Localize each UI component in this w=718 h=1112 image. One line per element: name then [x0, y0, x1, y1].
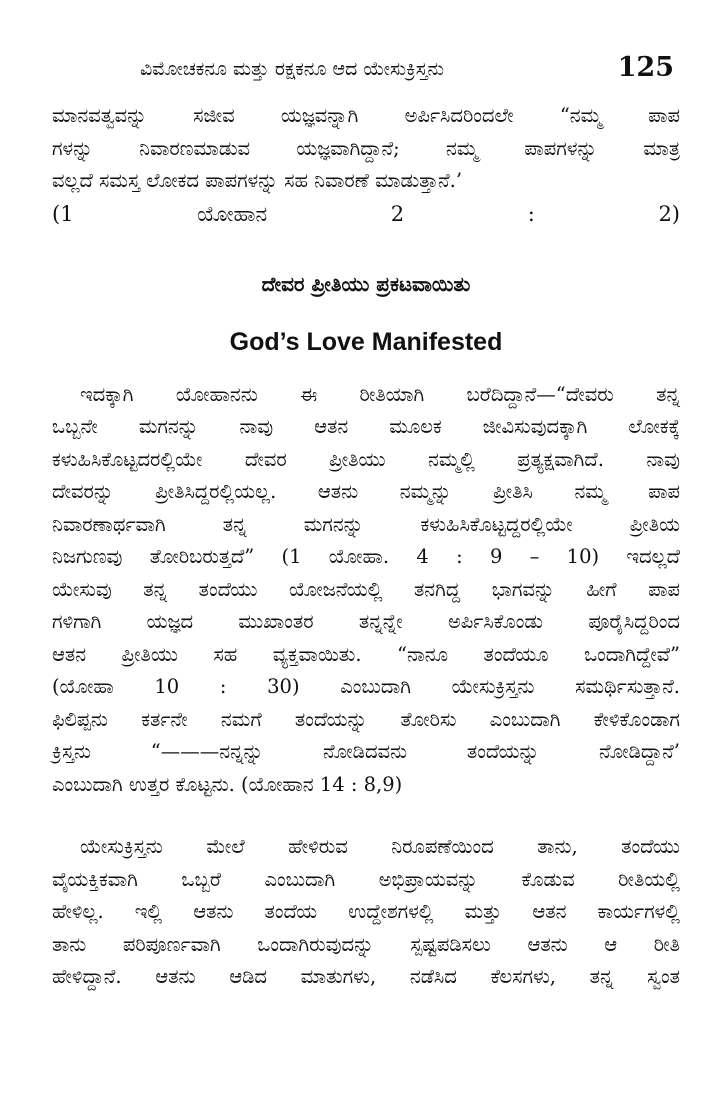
text-line: ಆತನ ಪ್ರೀತಿಯು ಸಹ ವ್ಯಕ್ತವಾಯಿತು. “ನಾನೂ ತಂದೆಯೂ ಒಂದಾಗಿದ್ದೇವೆ”	[52, 642, 680, 666]
text-line: ನಿಜಗುಣವು ತೋರಿಬರುತ್ತದೆ” (1 ಯೋಹಾ. 4 : 9 – 10) ಇದಲ್ಲದೆ	[52, 545, 680, 568]
section-heading-kannada: ದೇವರ ಪ್ರೀತಿಯು ಪ್ರಕಟವಾಯಿತು	[261, 271, 471, 296]
text-line: ದೇವರನ್ನು ಪ್ರೀತಿಸಿದ್ದರಲ್ಲಿಯಲ್ಲ. ಆತನು ನಮ್ಮನ್ನು ಪ್ರೀತಿಸಿ ನಮ್ಮ ಪಾಪ	[52, 480, 680, 503]
text-line: ವೈಯಕ್ತಿಕವಾಗಿ ಒಬ್ಬರೆ ಎಂಬುದಾಗಿ ಅಭಿಪ್ರಾಯವನ್ನು ಕೊಡುವ ರೀತಿಯಲ್ಲಿ	[52, 867, 680, 891]
text-line: ಎಂಬುದಾಗಿ ಉತ್ತರ ಕೊಟ್ಟನು. (ಯೋಹಾನ 14 : 8,9)	[52, 772, 403, 796]
text-line: ಫಿಲಿಪ್ಪನು ಕರ್ತನೇ ನಮಗೆ ತಂದೆಯನ್ನು ತೋರಿಸು ಎಂಬುದಾಗಿ ಕೇಳಿಕೊಂಡಾಗ	[52, 707, 680, 731]
text-line: ಹೇಳಿಲ್ಲ. ಇಲ್ಲಿ ಆತನು ತಂದೆಯ ಉದ್ದೇಶಗಳಲ್ಲಿ ಮತ್ತು ಆತನ ಕಾರ್ಯಗಳಲ್ಲಿ	[52, 900, 680, 923]
text-line: ಹೇಳಿದ್ದಾನೆ. ಆತನು ಆಡಿದ ಮಾತುಗಳು, ನಡೆಸಿದ ಕೆಲಸಗಳು, ತನ್ನ ಸ್ವಂತ	[52, 965, 680, 988]
text-line: ಯೇಸುಕ್ರಿಸ್ತನು ಮೇಲೆ ಹೇಳಿರುವ ನಿರೂಪಣೆಯಿಂದ ತಾನು, ತಂದೆಯು	[80, 835, 680, 858]
paragraph-2	[52, 379, 680, 802]
text-line: (ಯೋಹಾ 10 : 30) ಎಂಬುದಾಗಿ ಯೇಸುಕ್ರಿಸ್ತನು ಸಮರ್ಥಿಸುತ್ತಾನೆ.	[52, 675, 680, 698]
paragraph-1	[52, 100, 680, 230]
text-line: ಕಳುಹಿಸಿಕೊಟ್ಟದರಲ್ಲಿಯೇ ದೇವರ ಪ್ರೀತಿಯು ನಮ್ಮಲ್ಲಿ ಪ್ರತ್ಯಕ್ಷವಾಗಿದೆ. ನಾವು	[52, 447, 680, 471]
scripture-citation: (1 ಯೋಹಾನ 2 : 2)	[52, 201, 680, 226]
text-line: ಗಳಿಗಾಗಿ ಯಜ್ಞದ ಮುಖಾಂತರ ತನ್ನನ್ನೇ ಅರ್ಪಿಸಿಕೊಂಡು ಪೂರೈಸಿದ್ದರಿಂದ	[52, 610, 680, 633]
running-title: ವಿಮೋಚಕನೂ ಮತ್ತು ರಕ್ಷಕನೂ ಆದ ಯೇಸುಕ್ರಿಸ್ತನು	[140, 58, 445, 80]
text-line: ಗಳನ್ನು ನಿವಾರಣಮಾಡುವ ಯಜ್ಞವಾಗಿದ್ದಾನೆ; ನಮ್ಮ ಪಾಪಗಳನ್ನು ಮಾತ್ರ	[52, 136, 680, 160]
text-line: ವಲ್ಲದೆ ಸಮಸ್ತ ಲೋಕದ ಪಾಪಗಳನ್ನು ಸಹ ನಿವಾರಣೆ ಮಾಡುತ್ತಾನೆ.’	[52, 169, 463, 192]
text-line: ತಾನು ಪರಿಪೂರ್ಣವಾಗಿ ಒಂದಾಗಿರುವುದನ್ನು ಸ್ಪಷ್ಟಪಡಿಸಲು ಆತನು ಆ ರೀತಿ	[52, 932, 680, 956]
text-line: ಮಾನವತ್ವವನ್ನು ಸಜೀವ ಯಜ್ಞವನ್ನಾಗಿ ಅರ್ಪಿಸಿದರಿಂದಲೇ “ನಮ್ಮ ಪಾಪ	[52, 104, 680, 127]
paragraph-gap	[52, 801, 680, 831]
text-line: ಇದಕ್ಕಾಗಿ ಯೋಹಾನನು ಈ ರೀತಿಯಾಗಿ ಬರೆದಿದ್ದಾನೆ—“ದೇವರು ತನ್ನ	[80, 382, 680, 406]
paragraph-3	[52, 831, 680, 994]
text-line: ಯೇಸುವು ತನ್ನ ತಂದೆಯು ಯೋಜನೆಯಲ್ಲಿ ತನಗಿದ್ದ ಭಾಗವನ್ನು ಹೀಗೆ ಪಾಪ	[52, 577, 680, 601]
page-number: 125	[617, 52, 674, 83]
text-line: ಒಬ್ಬನೇ ಮಗನನ್ನು ನಾವು ಆತನ ಮೂಲಕ ಜೀವಿಸುವುದಕ್ಕಾಗಿ ಲೋಕಕ್ಕೆ	[52, 415, 680, 438]
running-header	[52, 52, 680, 100]
text-line: ನಿವಾರಣಾರ್ಥವಾಗಿ ತನ್ನ ಮಗನನ್ನು ಕಳುಹಿಸಿಕೊಟ್ಟದ್ದರಲ್ಲಿಯೇ ಪ್ರೀತಿಯ	[52, 512, 680, 536]
text-line: ಕ್ರಿಸ್ತನು “———ನನ್ನನ್ನು ನೋಡಿದವನು ತಂದೆಯನ್ನು ನೋಡಿದ್ದಾನೆ’	[52, 740, 680, 763]
section-heading-english: God’s Love Manifested	[229, 327, 503, 356]
